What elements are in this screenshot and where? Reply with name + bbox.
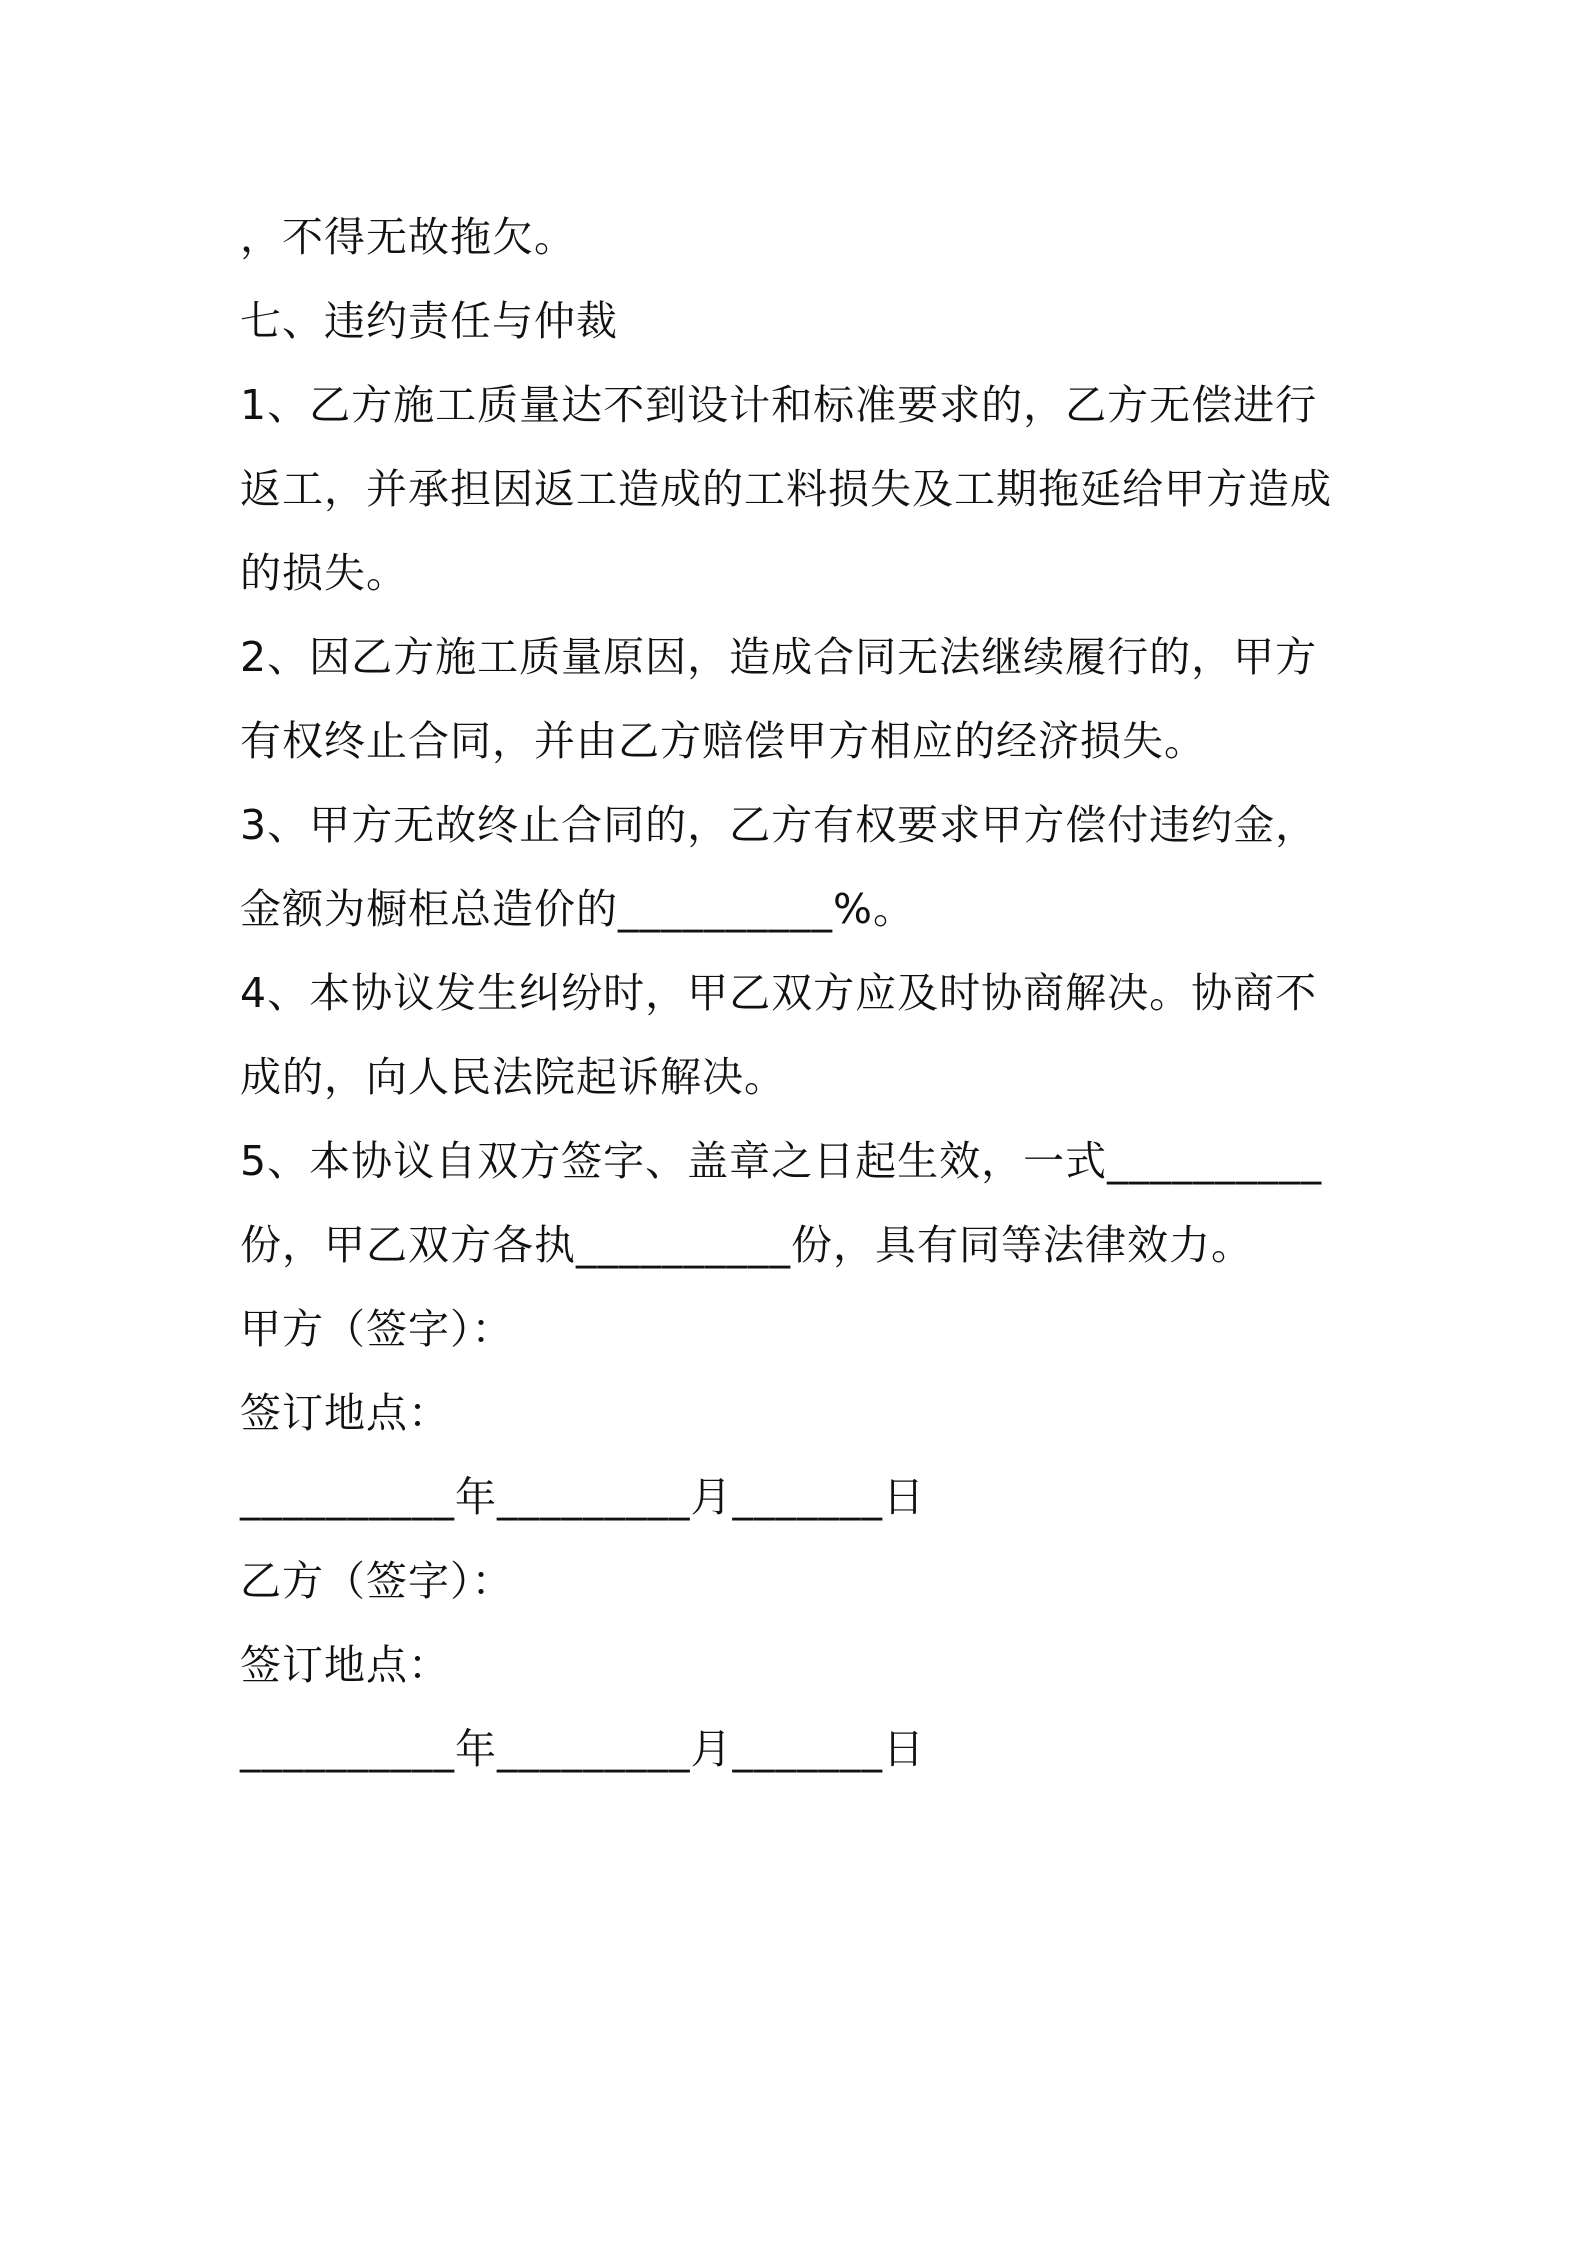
clause-2-line-1: 2、因乙方施工质量原因，造成合同无法继续履行的，甲方 [240,633,1318,681]
clause-2-line-2: 有权终止合同，并由乙方赔偿甲方相应的经济损失。 [240,717,1206,765]
clause-1-line-2: 返工，并承担因返工造成的工料损失及工期拖延给甲方造成 [240,465,1332,513]
party-a-signature: 甲方（签字）： [240,1305,514,1353]
clause-4-line-2: 成的，向人民法院起诉解决。 [240,1053,786,1101]
party-b-signature: 乙方（签字）： [240,1557,514,1605]
clause-3-line-1: 3、甲方无故终止合同的，乙方有权要求甲方偿付违约金， [240,801,1318,849]
clause-1-line-1: 1、乙方施工质量达不到设计和标准要求的，乙方无偿进行 [240,381,1318,429]
clause-5-line-1: 5、本协议自双方签字、盖章之日起生效，一式__________ [240,1137,1323,1185]
clause-3-line-2: 金额为橱柜总造价的__________%。 [240,885,915,933]
party-a-signing-place: 签订地点： [240,1389,450,1437]
clause-5-line-2: 份，甲乙双方各执__________份，具有同等法律效力。 [240,1221,1253,1269]
document-body [240,195,1360,1791]
clause-1-line-3: 的损失。 [240,549,408,597]
section-heading-breach-arbitration: 七、违约责任与仲裁 [240,297,618,345]
party-a-date: __________年_________月_______日 [240,1473,925,1521]
text-line-payment-clause-end: ，不得无故拖欠。 [240,213,576,261]
party-b-signing-place: 签订地点： [240,1641,450,1689]
party-b-date: __________年_________月_______日 [240,1725,925,1773]
clause-4-line-1: 4、本协议发生纠纷时，甲乙双方应及时协商解决。协商不 [240,969,1318,1017]
